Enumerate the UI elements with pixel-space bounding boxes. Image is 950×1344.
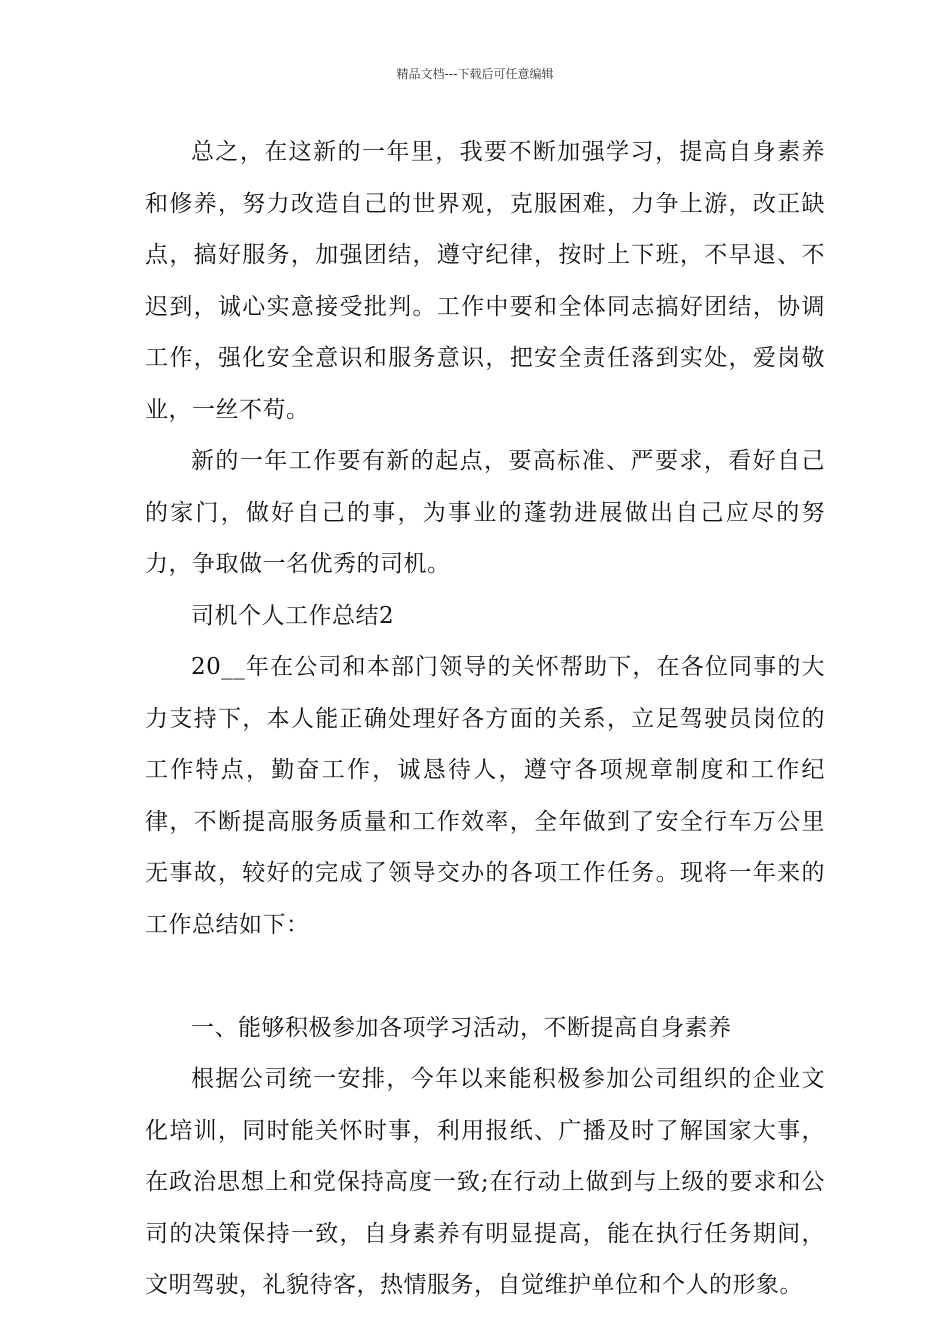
paragraph-learning: 根据公司统一安排，今年以来能积极参加公司组织的企业文化培训，同时能关怀时事，利用报纸、广播及时了解国家大事，在政治思想上和党保持高度一致;在行动上做到与上级的要求和公司的决策保持一致，自身素养有明显提高，能在执行任务期间，文明驾驶，礼貌待客，热情服务，自觉维护单位和个人的形象。 — [145, 1066, 825, 1298]
section-title: 司机个人工作总结2 — [191, 602, 395, 629]
page-header: 精品文档---下载后可任意编辑 — [396, 67, 554, 81]
blank-line — [145, 951, 825, 1003]
paragraph-conclusion: 总之，在这新的一年里，我要不断加强学习，提高自身素养和修养，努力改造自己的世界观，克服困难，力争上游，改正缺点，搞好服务，加强团结，遵守纪律，按时上下班，不早退、不迟到，诚心实意接受批判。工作中要和全体同志搞好团结，协调工作，强化安全意识和服务意识，把安全责任落到实处，爱岗敬业，一丝不苟。 — [145, 139, 825, 423]
paragraph-new-year-goals: 新的一年工作要有新的起点，要高标准、严要求，看好自己的家门，做好自己的事，为事业的蓬勃进展做出自己应尽的努力，争取做一名优秀的司机。 — [145, 448, 825, 577]
paragraph-annual-summary: 20__年在公司和本部门领导的关怀帮助下，在各位同事的大力支持下，本人能正确处理好各方面的关系，立足驾驶员岗位的工作特点，勤奋工作，诚恳待人，遵守各项规章制度和工作纪律，不断提高服务质量和工作效率，全年做到了安全行车万公里无事故，较好的完成了领导交办的各项工作任务。现将一年来的工作总结如下： — [145, 654, 825, 938]
subsection-heading: 一、能够积极参加各项学习活动，不断提高自身素养 — [191, 1014, 732, 1041]
document-body — [145, 127, 825, 1312]
